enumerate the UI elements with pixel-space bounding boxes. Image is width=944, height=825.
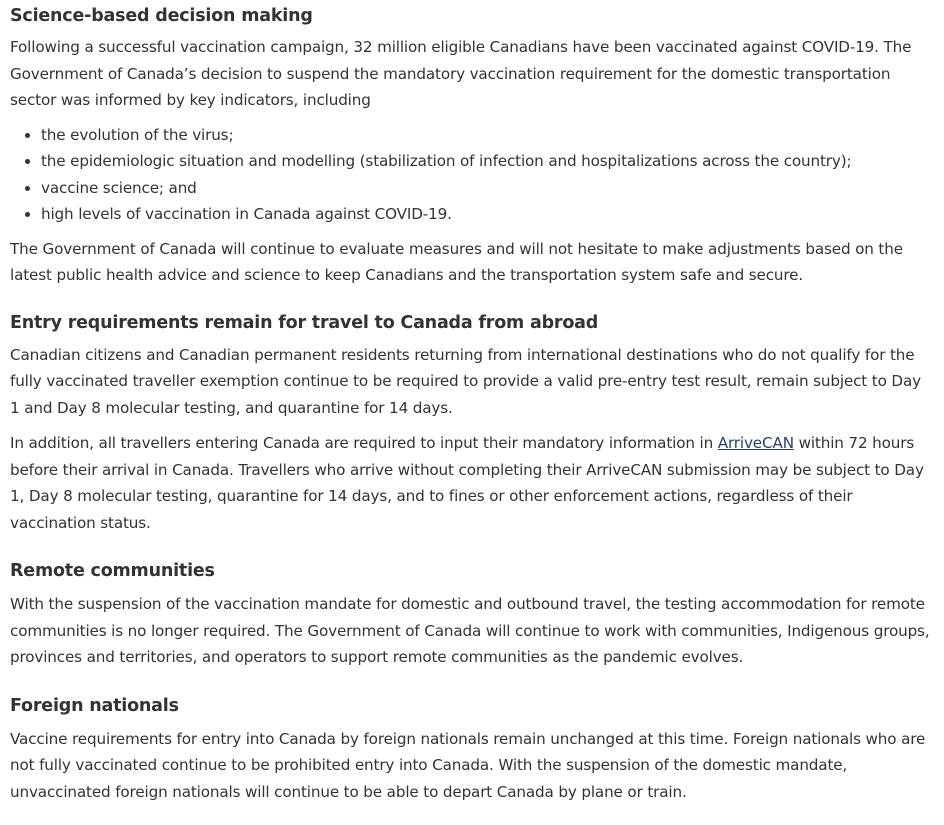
section-heading: Entry requirements remain for travel to Canada from abroad bbox=[10, 312, 599, 333]
section-heading: Remote communities bbox=[10, 561, 215, 581]
section-heading: Foreign nationals bbox=[10, 695, 179, 716]
section-entry-requirements bbox=[10, 311, 932, 537]
paragraph-text: In addition, all travellers entering Canada are required to input their mandatory information in bbox=[10, 434, 718, 452]
list-item: • high levels of vaccination in Canada against COVID-19. bbox=[41, 201, 932, 228]
paragraph-text: within 72 hours before their arrival in Canada. Travellers who arrive without completing their ArriveCAN submission may be subject to Day 1, Day 8 molecular testing, quarantine for 14 days, and to fines or other enforcement actions, regardless of their vaccination status. bbox=[10, 434, 924, 532]
section-science-based-decision bbox=[10, 0, 932, 289]
section-heading: Science-based decision making bbox=[10, 6, 313, 26]
section-intro-paragraph: Following a successful vaccination campaign, 32 million eligible Canadians have been vaccinated against COVID-19. The Government of Canada’s decision to suspend the mandatory vaccination requirement for the domestic transportation sector was informed by key indicators, including bbox=[10, 38, 912, 109]
arrivecan-link[interactable]: ArriveCAN bbox=[717, 434, 794, 452]
list-item: • vaccine science; and bbox=[41, 175, 932, 202]
paragraph: With the suspension of the vaccination mandate for domestic and outbound travel, the testing accommodation for remote communities is no longer required. The Government of Canada will continue to work with communities, Indigenous groups, provinces and territories, and operators to support remote communities as the pandemic evolves. bbox=[10, 595, 930, 666]
section-remote-communities bbox=[10, 559, 932, 671]
section-outro-paragraph: The Government of Canada will continue to evaluate measures and will not hesitate to make adjustments based on the latest public health advice and science to keep Canadians and the transportation system safe and secure. bbox=[10, 239, 903, 284]
list-item: • the evolution of the virus; bbox=[41, 122, 932, 149]
key-indicators-list bbox=[10, 122, 932, 228]
paragraph: Canadian citizens and Canadian permanent residents returning from international destinations who do not qualify for the fully vaccinated traveller exemption continue to be required to provide a valid pre-entry test result, remain subject to Day 1 and Day 8 molecular testing, and quarantine for 14 days. bbox=[10, 345, 921, 417]
list-item: • the epidemiologic situation and modelling (stabilization of infection and hospitalizations across the country); bbox=[41, 148, 932, 175]
paragraph: Vaccine requirements for entry into Canada by foreign nationals remain unchanged at this time. Foreign nationals who are not fully vaccinated continue to be prohibited entry into Canada. With the suspension of the domestic mandate, unvaccinated foreign nationals will continue to be able to depart Canada by plane or train. bbox=[10, 729, 926, 801]
section-foreign-nationals bbox=[10, 694, 932, 806]
paragraph bbox=[10, 430, 932, 536]
